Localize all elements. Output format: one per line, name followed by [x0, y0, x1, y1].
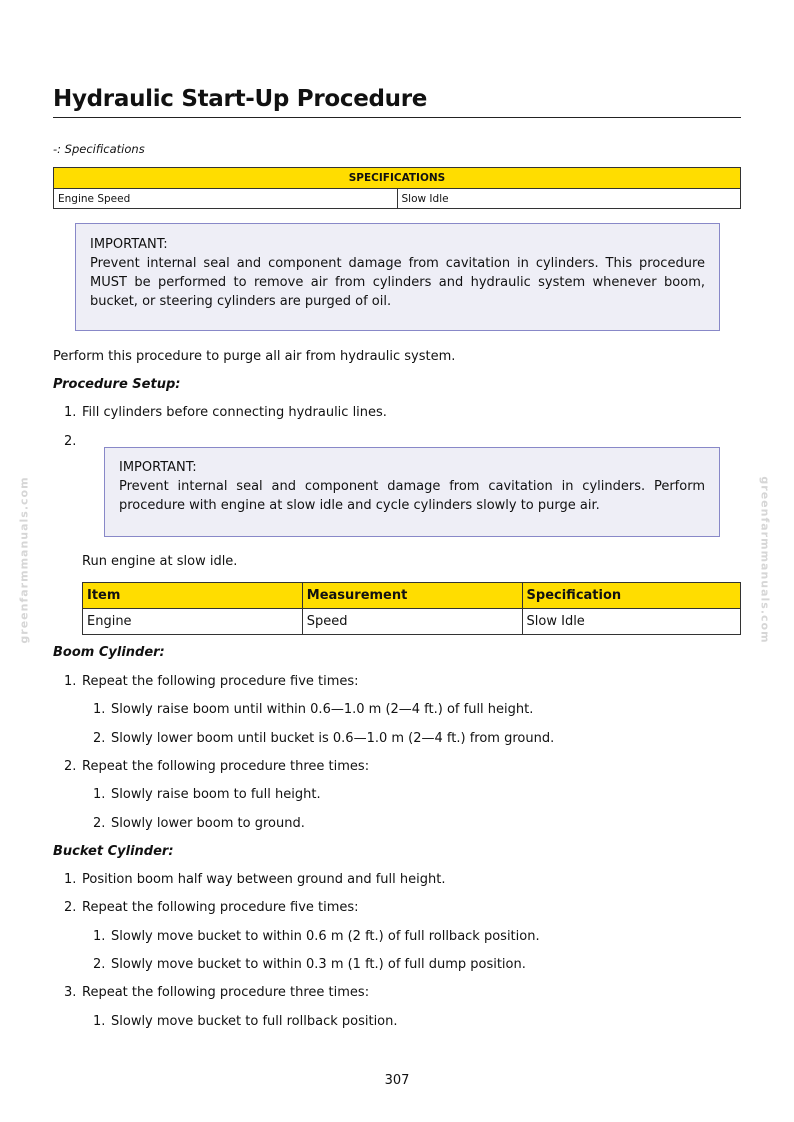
page-number: 307	[384, 1073, 410, 1088]
column-header: Item	[83, 583, 303, 609]
specifications-table	[53, 167, 741, 209]
list-item: Slowly lower boom until bucket is 0.6—1.0 m (2—4 ft.) from ground.	[111, 731, 555, 746]
table-cell: Slow Idle	[522, 609, 740, 635]
bucket-cylinder-heading: Bucket Cylinder:	[53, 844, 174, 859]
important-text: Prevent internal seal and component damage from cavitation in cylinders. Perform procedure with engine at slow idle and cycle cylinders slowly to purge air.	[119, 479, 705, 513]
intro-text: Perform this procedure to purge all air from hydraulic system.	[53, 349, 456, 364]
page-title: Hydraulic Start-Up Procedure	[53, 86, 741, 118]
spec-header: SPECIFICATIONS	[54, 168, 741, 189]
table-cell: Engine	[83, 609, 303, 635]
important-label: IMPORTANT:	[90, 237, 168, 252]
table-row	[54, 189, 741, 209]
list-number: 2.	[93, 816, 106, 831]
important-notice	[75, 223, 720, 331]
list-number: 3.	[64, 985, 77, 1000]
list-item: Repeat the following procedure three times:	[82, 759, 370, 774]
list-number: 2.	[93, 731, 106, 746]
list-number: 1.	[93, 702, 106, 717]
list-number: 1.	[93, 1014, 106, 1029]
measurement-table	[82, 582, 741, 635]
table-row	[83, 609, 741, 635]
boom-cylinder-heading: Boom Cylinder:	[53, 645, 165, 660]
list-item: Repeat the following procedure five times:	[82, 674, 359, 689]
column-header: Measurement	[302, 583, 522, 609]
list-item: Repeat the following procedure three times:	[82, 985, 370, 1000]
list-item: Slowly move bucket to within 0.3 m (1 ft.) of full dump position.	[111, 957, 526, 972]
important-notice	[104, 447, 720, 537]
watermark-left: greenfarmmanuals.com	[17, 476, 31, 644]
watermark-right: greenfarmmanuals.com	[758, 476, 772, 644]
list-number: 1.	[93, 929, 106, 944]
important-text: Prevent internal seal and component damage from cavitation in cylinders. This procedure MUST be performed to remove air from cylinders and hydraulic system whenever boom, bucket, or steering cylinders are purged of oil.	[90, 256, 705, 309]
list-item: Fill cylinders before connecting hydraulic lines.	[82, 405, 387, 420]
list-number: 1.	[93, 787, 106, 802]
table-header-row	[83, 583, 741, 609]
spec-caption: -: Specifications	[53, 142, 145, 156]
list-number: 1.	[64, 674, 77, 689]
list-number: 1.	[64, 872, 77, 887]
list-item: Slowly move bucket to full rollback position.	[111, 1014, 398, 1029]
list-number: 2.	[93, 957, 106, 972]
column-header: Specification	[522, 583, 740, 609]
table-cell: Speed	[302, 609, 522, 635]
list-item: Slowly raise boom until within 0.6—1.0 m (2—4 ft.) of full height.	[111, 702, 534, 717]
list-number: 2.	[64, 900, 77, 915]
list-item: Repeat the following procedure five times:	[82, 900, 359, 915]
list-item: Slowly lower boom to ground.	[111, 816, 305, 831]
run-engine-text: Run engine at slow idle.	[82, 554, 238, 569]
list-item: Slowly move bucket to within 0.6 m (2 ft.) of full rollback position.	[111, 929, 540, 944]
important-label: IMPORTANT:	[119, 460, 197, 475]
spec-cell: Slow Idle	[397, 189, 741, 209]
spec-cell: Engine Speed	[54, 189, 398, 209]
list-number: 1.	[64, 405, 77, 420]
procedure-setup-heading: Procedure Setup:	[53, 377, 181, 392]
list-number: 2.	[64, 759, 77, 774]
list-item: Slowly raise boom to full height.	[111, 787, 321, 802]
list-item: Position boom half way between ground and full height.	[82, 872, 446, 887]
list-number: 2.	[64, 434, 77, 449]
